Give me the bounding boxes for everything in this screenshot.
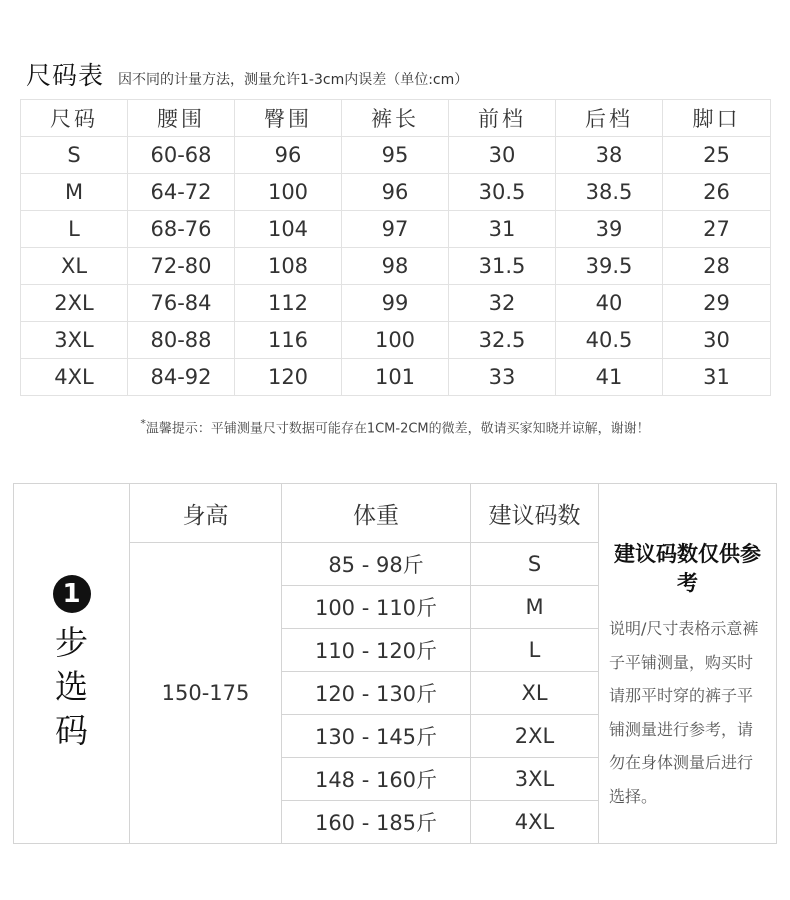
table-cell: 97 xyxy=(342,211,449,248)
table-cell: 112 xyxy=(235,285,342,322)
table-cell: 30.5 xyxy=(449,174,556,211)
table-cell: 30 xyxy=(449,137,556,174)
table-cell: 39.5 xyxy=(556,248,663,285)
size-guide-table xyxy=(13,483,777,844)
table-cell: 68-76 xyxy=(128,211,235,248)
height-range: 150-175 xyxy=(130,543,282,844)
weight-cell: 110 - 120斤 xyxy=(282,629,471,672)
table-cell: 60-68 xyxy=(128,137,235,174)
table-row xyxy=(21,174,771,211)
column-header: 脚口 xyxy=(663,100,771,137)
table-cell: 96 xyxy=(235,137,342,174)
size-cell: 3XL xyxy=(471,758,599,801)
size-cell: M xyxy=(471,586,599,629)
measurement-tolerance-note: 因不同的计量方法，测量允许1-3cm内误差（单位:cm） xyxy=(118,72,469,88)
table-cell: 29 xyxy=(663,285,771,322)
table-cell: 104 xyxy=(235,211,342,248)
size-chart-header xyxy=(26,56,468,88)
suggestion-note-cell xyxy=(599,484,777,844)
table-cell: 4XL xyxy=(21,359,128,396)
column-header: 腰围 xyxy=(128,100,235,137)
table-cell: 116 xyxy=(235,322,342,359)
table-cell: 3XL xyxy=(21,322,128,359)
table-cell: 95 xyxy=(342,137,449,174)
table-row xyxy=(21,137,771,174)
table-row xyxy=(21,359,771,396)
table-cell: 100 xyxy=(342,322,449,359)
weight-header: 体重 xyxy=(282,484,471,543)
weight-cell: 130 - 145斤 xyxy=(282,715,471,758)
table-cell: 31 xyxy=(449,211,556,248)
table-cell: 30 xyxy=(663,322,771,359)
step-cell xyxy=(14,484,130,844)
size-chart-table xyxy=(20,99,771,396)
table-cell: 41 xyxy=(556,359,663,396)
table-cell: 31 xyxy=(663,359,771,396)
table-cell: 39 xyxy=(556,211,663,248)
table-cell: 28 xyxy=(663,248,771,285)
table-cell: 76-84 xyxy=(128,285,235,322)
column-header: 前档 xyxy=(449,100,556,137)
weight-cell: 148 - 160斤 xyxy=(282,758,471,801)
column-header: 尺码 xyxy=(21,100,128,137)
table-cell: 80-88 xyxy=(128,322,235,359)
column-header: 臀围 xyxy=(235,100,342,137)
asterisk-mark: * xyxy=(140,417,146,430)
measurement-tip-text: 温馨提示：平铺测量尺寸数据可能存在1CM-2CM的微差，敬请买家知晓并谅解，谢谢！ xyxy=(145,421,650,437)
table-cell: 120 xyxy=(235,359,342,396)
height-header: 身高 xyxy=(130,484,282,543)
table-row xyxy=(21,285,771,322)
table-cell: 108 xyxy=(235,248,342,285)
step-label: 步选码 xyxy=(55,622,88,750)
table-cell: 96 xyxy=(342,174,449,211)
table-row xyxy=(21,248,771,285)
table-cell: S xyxy=(21,137,128,174)
table-cell: 32.5 xyxy=(449,322,556,359)
table-cell: 99 xyxy=(342,285,449,322)
table-row xyxy=(21,322,771,359)
size-chart-title: 尺码表 xyxy=(26,61,105,90)
size-chart-header-row xyxy=(21,100,771,137)
weight-cell: 120 - 130斤 xyxy=(282,672,471,715)
table-cell: 38.5 xyxy=(556,174,663,211)
table-cell: 27 xyxy=(663,211,771,248)
table-cell: 100 xyxy=(235,174,342,211)
table-cell: 101 xyxy=(342,359,449,396)
column-header: 裤长 xyxy=(342,100,449,137)
size-cell: 4XL xyxy=(471,801,599,844)
table-cell: 38 xyxy=(556,137,663,174)
table-cell: 26 xyxy=(663,174,771,211)
table-cell: 33 xyxy=(449,359,556,396)
table-cell: 72-80 xyxy=(128,248,235,285)
size-cell: XL xyxy=(471,672,599,715)
table-cell: 40 xyxy=(556,285,663,322)
size-cell: L xyxy=(471,629,599,672)
table-cell: 40.5 xyxy=(556,322,663,359)
suggestion-title: 建议码数仅供参考 xyxy=(614,542,761,595)
table-cell: 98 xyxy=(342,248,449,285)
column-header: 后档 xyxy=(556,100,663,137)
size-cell: S xyxy=(471,543,599,586)
table-cell: 84-92 xyxy=(128,359,235,396)
suggested-size-header: 建议码数 xyxy=(471,484,599,543)
table-cell: M xyxy=(21,174,128,211)
table-cell: L xyxy=(21,211,128,248)
table-cell: 64-72 xyxy=(128,174,235,211)
weight-cell: 85 - 98斤 xyxy=(282,543,471,586)
step-number-badge: 1 xyxy=(53,575,91,613)
measurement-tip xyxy=(0,417,790,436)
weight-cell: 100 - 110斤 xyxy=(282,586,471,629)
size-cell: 2XL xyxy=(471,715,599,758)
table-row xyxy=(21,211,771,248)
weight-cell: 160 - 185斤 xyxy=(282,801,471,844)
table-cell: 31.5 xyxy=(449,248,556,285)
table-cell: 32 xyxy=(449,285,556,322)
table-cell: 2XL xyxy=(21,285,128,322)
table-cell: 25 xyxy=(663,137,771,174)
suggestion-description: 说明/尺寸表格示意裤子平铺测量，购买时请那平时穿的裤子平铺测量进行参考，请勿在身体测量后进行选择。 xyxy=(609,619,759,806)
table-cell: XL xyxy=(21,248,128,285)
